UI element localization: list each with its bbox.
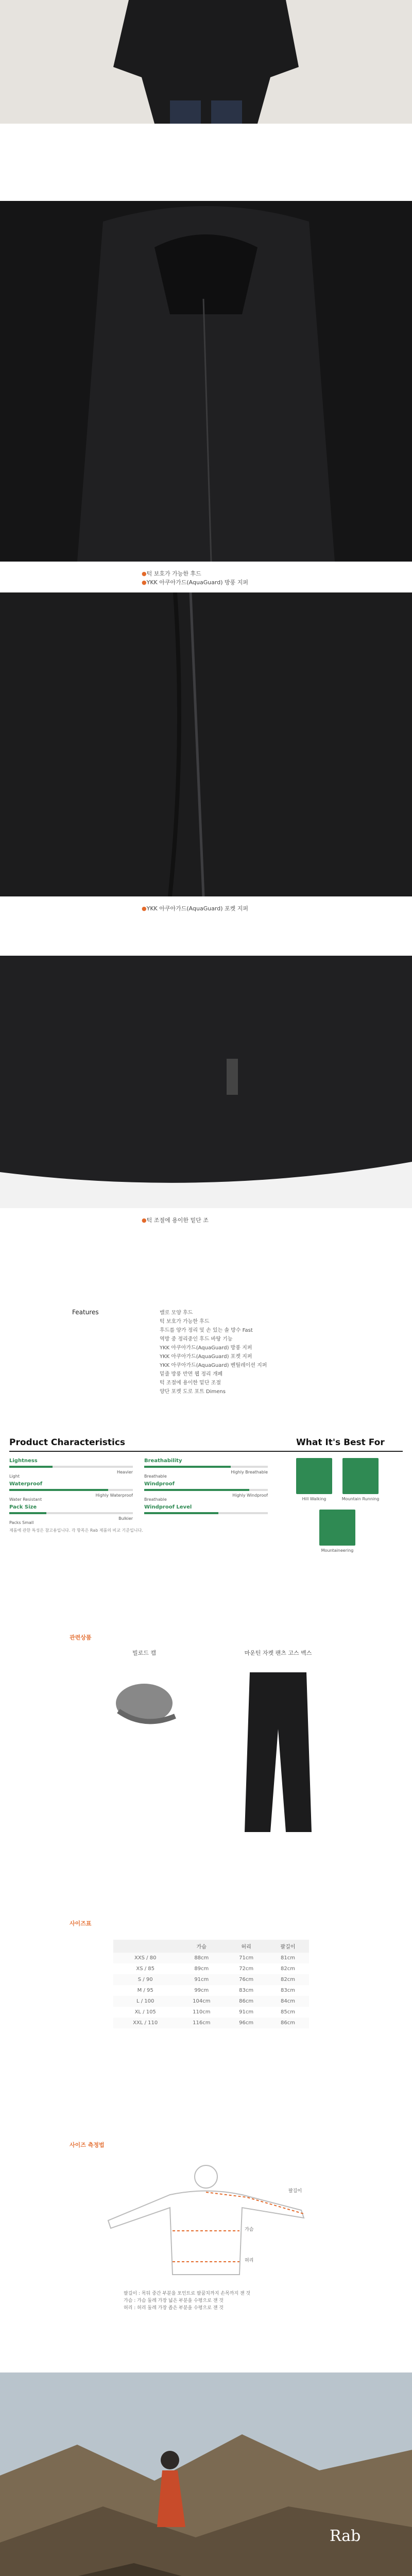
feature-item: YKK 아쿠아가드(AquaGuard) 포켓 지퍼 <box>160 1354 252 1360</box>
feature-item: 밑줄 방풍 반면 웹 정리 개폐 <box>160 1371 223 1377</box>
hood-caption: ●턱 보호가 가능한 후드 ●YKK 아쿠아가드(AquaGuard) 방풍 지퍼 <box>142 570 249 586</box>
related-item[interactable] <box>108 1649 180 1736</box>
measure-notes: 팔길이 : 목뒤 중간 부분을 포인트로 팔꿈치까지 손목까지 잰 것 가슴 : 가슴 둘레 가장 넓은 부분을 수평으로 잰 것 허리 : 허리 둘레 가장 좁은 부분을 수평으로 잰 것 <box>124 2291 251 2311</box>
char-label: Pack Size <box>9 1504 37 1510</box>
char-bar <box>9 1512 133 1514</box>
table-row: XS / 85 89cm 72cm 82cm <box>136 1966 295 1972</box>
model-photo-top <box>0 0 412 124</box>
hem-caption-line1: 턱 조절에 용이한 밑단 조 <box>146 1217 209 1224</box>
feature-item: 턱 보호가 가능한 후드 <box>160 1319 210 1325</box>
size-section <box>0 1919 412 2069</box>
brand-logo: Rab <box>330 2527 361 2545</box>
best-for-label: Hill Walking <box>302 1497 327 1501</box>
char-label: Windproof Level <box>144 1504 192 1510</box>
best-for-label: Mountain Running <box>341 1497 380 1501</box>
measure-label-arm: 팔길이 <box>288 2189 302 2194</box>
pocket-zip-photo <box>0 592 412 896</box>
related-item-title: 빌로드 캡 <box>132 1650 156 1656</box>
feature-item: 후드를 양가 정리 및 손 있는 솔 방수 Fast <box>160 1328 253 1333</box>
related-title: 관련상품 <box>70 1634 92 1641</box>
char-label: Windproof <box>144 1481 175 1487</box>
features-section <box>0 1309 412 1406</box>
char-bar <box>144 1466 268 1468</box>
table-row: M / 95 99cm 83cm 83cm <box>137 1988 295 1993</box>
pants-image <box>227 1667 330 1837</box>
char-bar <box>144 1489 268 1491</box>
char-label: Lightness <box>9 1458 38 1464</box>
pocket-caption: ●YKK 아쿠아가드(AquaGuard) 포켓 지퍼 <box>142 905 249 912</box>
measure-label-waist: 허리 <box>245 2258 254 2263</box>
hood-caption-line2: YKK 아쿠아가드(AquaGuard) 방풍 지퍼 <box>146 579 249 586</box>
mountain-running-icon <box>342 1458 379 1494</box>
characteristics-title: Product Characteristics <box>9 1437 126 1448</box>
size-table-title: 사이즈표 <box>70 1920 92 1927</box>
char-label: Waterproof <box>9 1481 43 1487</box>
measure-section <box>0 2141 412 2326</box>
size-table: 가슴 허리 팔길이 XXS / 80 88cm 71cm 81cm XS / 85 89cm 72cm 82cm S / 90 91cm 76cm 82cm M / 95 99cm 83cm 83cm L / 100 104cm 86cm 84cm XL / 105 110cm 91cm 85cm XXL / 110 116cm 96cm 86cm <box>113 1940 309 2028</box>
table-row: S / 90 91cm 76cm 82cm <box>113 1974 309 1985</box>
table-row: XXL / 110 116cm 96cm 86cm <box>113 2018 309 2028</box>
char-bar <box>144 1512 268 1514</box>
brand-landscape-photo <box>0 2372 412 2576</box>
feature-item: 턱 조절에 용이한 밑단 조절 <box>160 1380 221 1386</box>
features-list <box>160 1309 267 1396</box>
cap-image <box>108 1672 180 1734</box>
char-row <box>144 1504 268 1516</box>
mountaineering-icon <box>319 1510 355 1546</box>
table-row: L / 100 104cm 86cm 84cm <box>113 1996 309 2007</box>
char-bar <box>9 1489 133 1491</box>
related-section <box>0 1633 412 1850</box>
hem-photo <box>0 956 412 1208</box>
feature-item: 역방 중 정리중인 후드 바탕 기능 <box>160 1336 233 1342</box>
char-row: Lightness Light Heavier <box>9 1458 133 1479</box>
measure-title: 사이즈 측정법 <box>70 2142 105 2148</box>
table-row: XXS / 80 88cm 71cm 81cm <box>113 1953 309 1963</box>
hood-detail-photo <box>0 201 412 562</box>
features-label: Features <box>72 1309 99 1316</box>
measure-label-chest: 가슴 <box>245 2227 254 2232</box>
related-item[interactable] <box>227 1649 330 1839</box>
characteristics-section <box>0 1437 412 1587</box>
hill-walking-icon <box>296 1458 332 1494</box>
char-row: Waterproof Water Resistant Highly Waterproof <box>9 1481 133 1502</box>
best-for-title: What It's Best For <box>296 1437 385 1448</box>
related-item-title: 마운틴 자켓 팬츠 고스 벡스 <box>244 1650 312 1656</box>
hem-caption: ●턱 조절에 용이한 밑단 조 <box>142 1217 209 1224</box>
char-bar <box>9 1466 133 1468</box>
char-row: Breathability Breathable Highly Breathable <box>144 1458 268 1479</box>
characteristics-divider <box>9 1451 403 1452</box>
characteristics-note: 제품에 관한 특성은 참고용입니다. 각 항목은 Rab 제품의 비교 기준입니다. <box>9 1528 143 1533</box>
pocket-caption-line1: YKK 아쿠아가드(AquaGuard) 포켓 지퍼 <box>146 905 249 912</box>
body-diagram <box>0 2156 412 2285</box>
feature-item: 밸로 모양 후드 <box>160 1310 193 1316</box>
char-row: Pack Size Packs Small Bulkier <box>9 1504 133 1525</box>
feature-item: YKK 아쿠아가드(AquaGuard) 방풍 지퍼 <box>160 1345 252 1351</box>
char-label: Breathability <box>144 1458 182 1464</box>
feature-item: YKK 아쿠아가드(AquaGuard) 벤틸레이션 지퍼 <box>160 1363 267 1368</box>
char-row: Windproof Breathable Highly Windproof <box>144 1481 268 1502</box>
feature-item: 양단 포켓 도로 포트 Dimens <box>160 1389 226 1395</box>
best-for-label: Mountaineering <box>321 1548 354 1553</box>
table-row: XL / 105 110cm 91cm 85cm <box>134 2009 295 2015</box>
hood-caption-line1: 턱 보호가 가능한 후드 <box>146 570 201 577</box>
